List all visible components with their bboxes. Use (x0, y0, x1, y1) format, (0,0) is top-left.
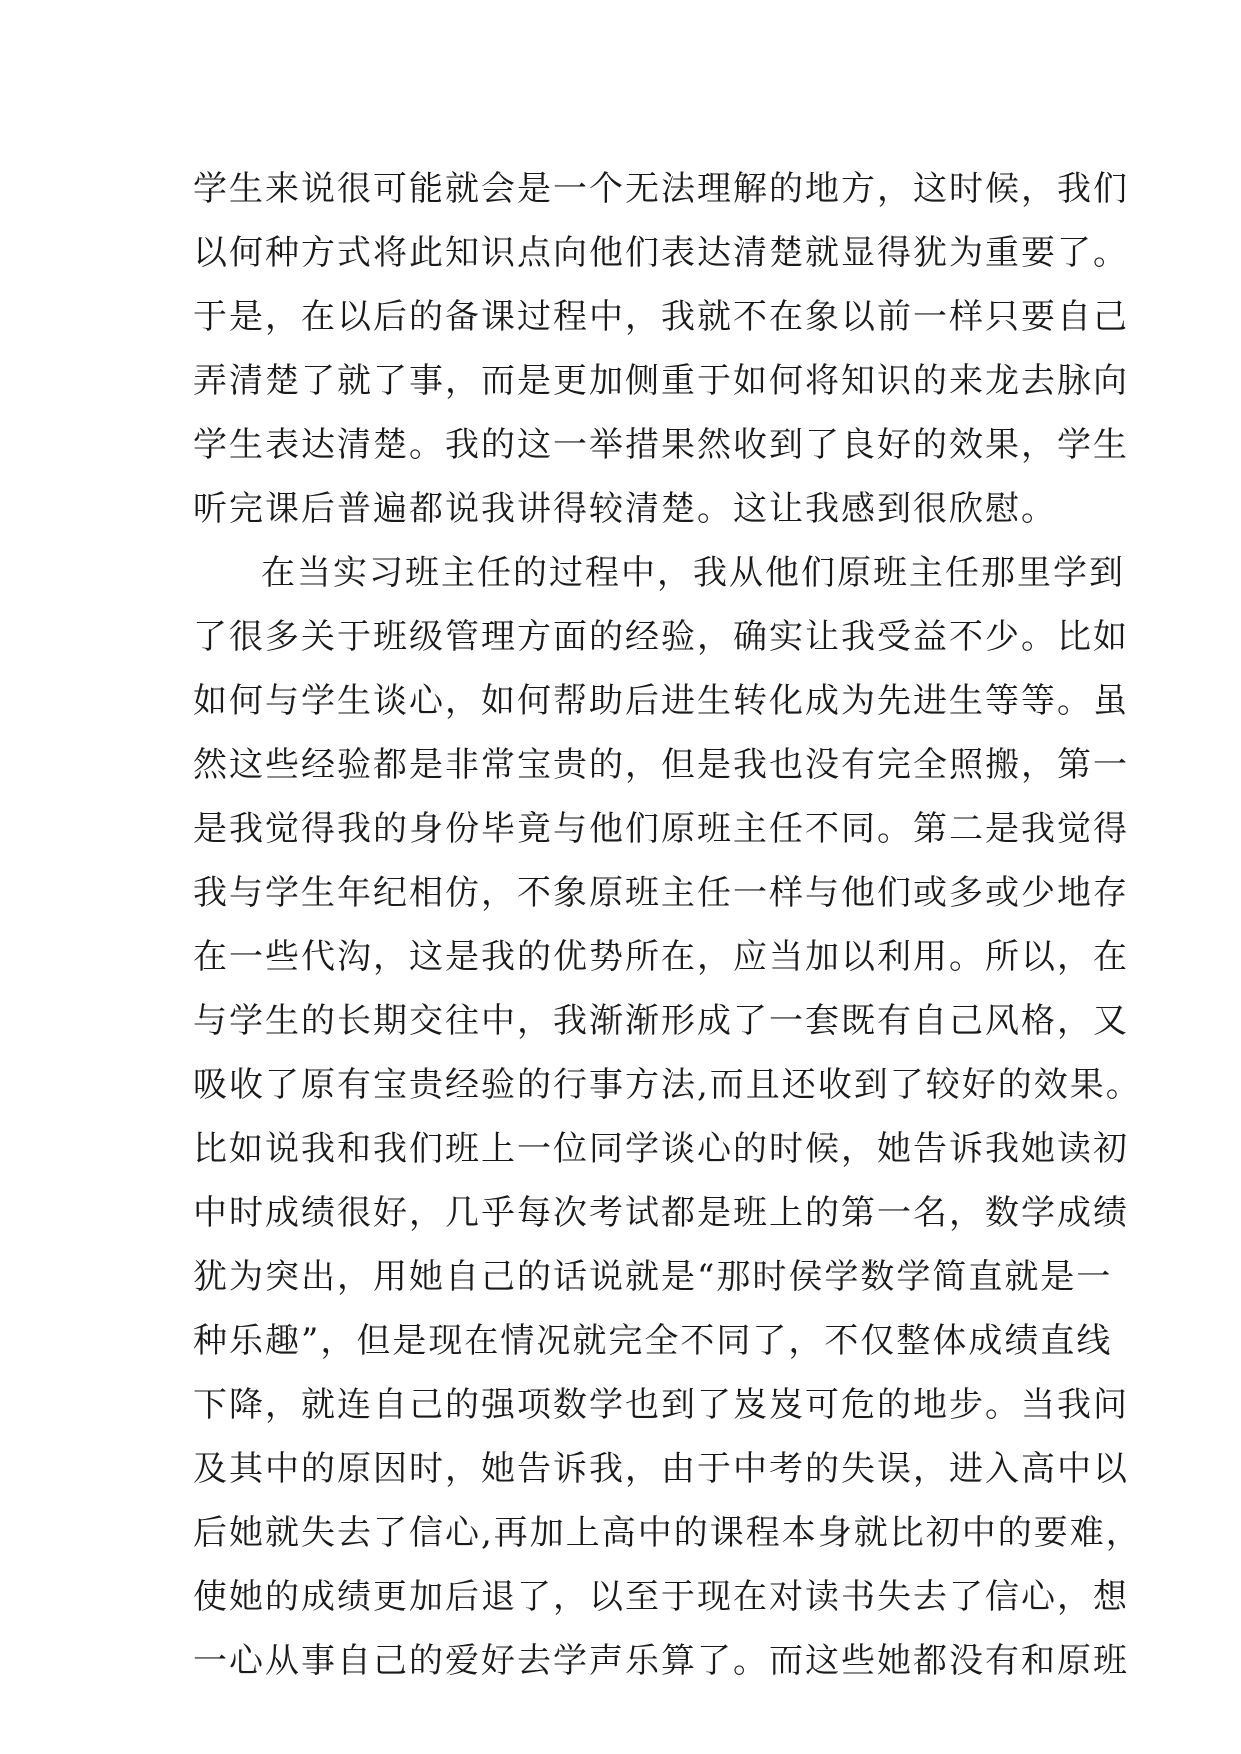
paragraph-1 (193, 157, 1129, 541)
text-line: 弄清楚了就了事，而是更加侧重于如何将知识的来龙去脉向 (193, 361, 1129, 401)
text-line: 种乐趣”，但是现在情况就完全不同了，不仅整体成绩直线 (193, 1321, 1113, 1361)
text-line: 于是，在以后的备课过程中，我就不在象以前一样只要自己 (193, 297, 1129, 337)
text-line: 我与学生年纪相仿，不象原班主任一样与他们或多或少地存 (193, 873, 1129, 913)
text-line: 如何与学生谈心，如何帮助后进生转化成为先进生等等。虽 (193, 681, 1129, 721)
text-line: 吸收了原有宝贵经验的行事方法,而且还收到了较好的效果。 (193, 1065, 1142, 1105)
text-line: 在一些代沟，这是我的优势所在，应当加以利用。所以，在 (193, 937, 1129, 977)
text-line: 了很多关于班级管理方面的经验，确实让我受益不少。比如 (193, 617, 1129, 657)
text-line: 学生表达清楚。我的这一举措果然收到了良好的效果，学生 (193, 425, 1129, 465)
text-line: 使她的成绩更加后退了，以至于现在对读书失去了信心，想 (193, 1577, 1129, 1617)
text-line: 听完课后普遍都说我讲得较清楚。这让我感到很欣慰。 (193, 489, 1057, 529)
text-line: 后她就失去了信心,再加上高中的课程本身就比初中的要难， (193, 1513, 1142, 1553)
text-line: 与学生的长期交往中，我渐渐形成了一套既有自己风格，又 (193, 1001, 1129, 1041)
body-text (193, 157, 1142, 1693)
text-line: 比如说我和我们班上一位同学谈心的时候，她告诉我她读初 (193, 1129, 1129, 1169)
text-line: 以何种方式将此知识点向他们表达清楚就显得犹为重要了。 (193, 233, 1129, 273)
text-line: 然这些经验都是非常宝贵的，但是我也没有完全照搬，第一 (193, 745, 1129, 785)
text-line: 中时成绩很好，几乎每次考试都是班上的第一名，数学成绩 (193, 1193, 1129, 1233)
text-line: 在当实习班主任的过程中，我从他们原班主任那里学到 (261, 553, 1125, 593)
paragraph-2 (193, 541, 1142, 1693)
text-line: 下降，就连自己的强项数学也到了岌岌可危的地步。当我问 (193, 1385, 1129, 1425)
text-line: 犹为突出，用她自己的话说就是“那时侯学数学简直就是一 (193, 1257, 1113, 1297)
text-line: 一心从事自己的爱好去学声乐算了。而这些她都没有和原班 (193, 1641, 1129, 1681)
text-line: 及其中的原因时，她告诉我，由于中考的失误，进入高中以 (193, 1449, 1129, 1489)
text-line: 学生来说很可能就会是一个无法理解的地方，这时候，我们 (193, 169, 1129, 209)
text-line: 是我觉得我的身份毕竟与他们原班主任不同。第二是我觉得 (193, 809, 1129, 849)
